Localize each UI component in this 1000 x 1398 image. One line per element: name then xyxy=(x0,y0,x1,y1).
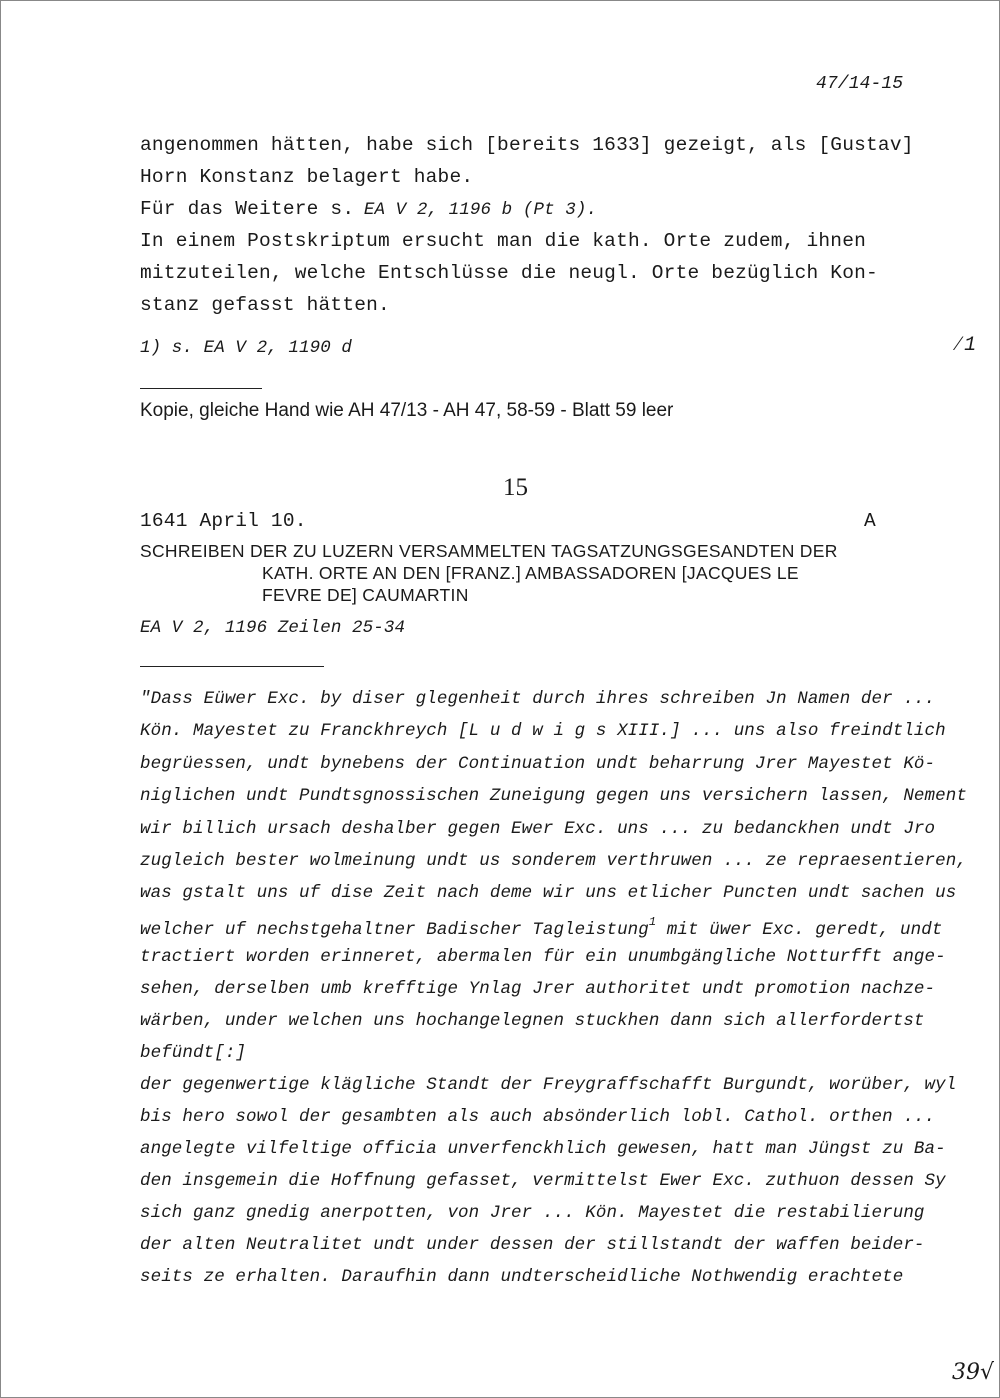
folio-number: 39 xyxy=(952,1360,980,1385)
footnote: 1) s. EA V 2, 1190 d xyxy=(140,338,353,358)
quote-line: der gegenwertige klägliche Standt der Freygraffschafft Burgundt, worüber, wyl xyxy=(140,1075,957,1095)
quote-line: begrüessen, undt bynebens der Continuation undt beharrung Jrer Mayestet Kö- xyxy=(140,754,936,774)
quote-line: befündt[:] xyxy=(140,1043,247,1063)
quote-line: wärben, under welchen uns hochangelegnen stuckhen dann sich allerfordertst xyxy=(140,1011,925,1031)
quote-text: welcher uf nechstgehaltner Badischer Tagleistung xyxy=(140,920,649,940)
check-icon: √ xyxy=(980,1360,995,1385)
title-line: FEVRE DE] CAUMARTIN xyxy=(262,585,469,605)
quote-line: angelegte vilfeltige officia unverfenckhlich gewesen, hatt man Jüngst zu Ba- xyxy=(140,1139,946,1159)
edition-reference: EA V 2, 1196 Zeilen 25-34 xyxy=(140,618,406,638)
weitere-prefix: Für das Weitere s. xyxy=(140,198,355,220)
handwritten-folio-mark xyxy=(952,1360,994,1385)
quote-line-footnote xyxy=(140,915,942,940)
text-line: mitzuteilen, welche Entschlüsse die neugl. Orte bezüglich Kon- xyxy=(140,262,878,284)
text-line: Horn Konstanz belagert habe. xyxy=(140,166,474,188)
document-number: 15 xyxy=(503,474,528,501)
quote-line: seits ze erhalten. Daraufhin dann undterscheidliche Nothwendig erachtete xyxy=(140,1267,904,1287)
separator-rule xyxy=(140,666,324,667)
document-date: 1641 April 10. xyxy=(140,510,307,532)
page-number: 47/14-15 xyxy=(816,74,904,94)
quote-line: Kön. Mayestet zu Franckhreych [L u d w i g s XIII.] ... uns also freindtlich xyxy=(140,721,946,741)
title-line: SCHREIBEN DER ZU LUZERN VERSAMMELTEN TAGSATZUNGSGESANDTEN DER xyxy=(140,541,838,561)
quote-line: niglichen undt Pundtsgnossischen Zuneigung gegen uns versichern lassen, Nement xyxy=(140,786,967,806)
scan-border-top xyxy=(0,0,1000,1)
quote-text: mit üwer Exc. geredt, undt xyxy=(656,920,943,940)
quote-line: der alten Neutralitet undt under dessen der stillstandt der waffen beider- xyxy=(140,1235,925,1255)
text-line: angenommen hätten, habe sich [bereits 1633] gezeigt, als [Gustav] xyxy=(140,134,914,156)
weitere-ref: EA V 2, 1196 b (Pt 3). xyxy=(363,200,598,220)
quote-line: was gstalt uns uf dise Zeit nach deme wir uns etlicher Puncten undt sachen us xyxy=(140,883,957,903)
weitere-line xyxy=(140,198,597,220)
document-letter: A xyxy=(864,510,876,532)
margin-mark: ⁄1 xyxy=(952,334,977,357)
scan-border-left xyxy=(0,0,1,1398)
text-line: In einem Postskriptum ersucht man die kath. Orte zudem, ihnen xyxy=(140,230,867,252)
quote-line: bis hero sowol der gesambten als auch absönderlich lobl. Cathol. orthen ... xyxy=(140,1107,936,1127)
quote-line: den insgemein die Hoffnung gefasset, vermittelst Ewer Exc. zuthuon dessen Sy xyxy=(140,1171,946,1191)
quote-line: zugleich bester wolmeinung undt us sonderem verthruwen ... ze repraesentieren, xyxy=(140,851,967,871)
quote-line: tractiert worden erinneret, abermalen für ein unumbgängliche Notturfft ange- xyxy=(140,947,946,967)
title-line: KATH. ORTE AN DEN [FRANZ.] AMBASSADOREN [JACQUES LE xyxy=(262,563,799,583)
source-note: Kopie, gleiche Hand wie AH 47/13 - AH 47, 58-59 - Blatt 59 leer xyxy=(140,400,674,421)
footnote-reference: 1 xyxy=(648,915,657,929)
quote-line: wir billich ursach deshalber gegen Ewer Exc. uns ... zu bedanckhen undt Jro xyxy=(140,819,936,839)
quote-line: "Dass Eüwer Exc. by diser glegenheit durch ihres schreiben Jn Namen der ... xyxy=(140,689,936,709)
quote-line: sehen, derselben umb krefftige Ynlag Jrer authoritet undt promotion nachze- xyxy=(140,979,936,999)
text-line: stanz gefasst hätten. xyxy=(140,294,390,316)
quote-line: sich ganz gnedig anerpotten, von Jrer ... Kön. Mayestet die restabilierung xyxy=(140,1203,925,1223)
separator-rule xyxy=(140,388,262,389)
